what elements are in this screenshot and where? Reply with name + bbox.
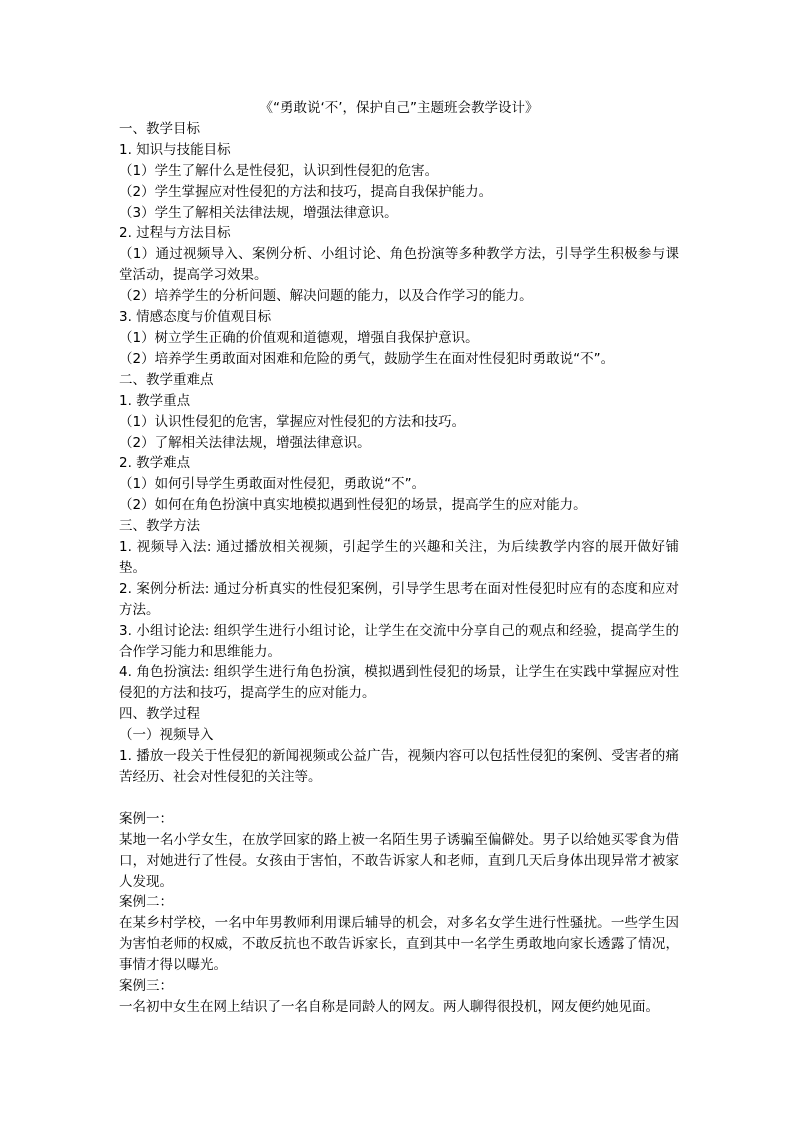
subsection-heading: 1. 教学重点 <box>119 392 191 409</box>
list-item: （1）认识性侵犯的危害，掌握应对性侵犯的方法和技巧。 <box>119 413 466 430</box>
blank-line <box>119 788 679 809</box>
section-heading: 二、教学重难点 <box>119 371 214 388</box>
case-label: 案例三： <box>119 978 173 995</box>
list-item: 1. 视频导入法: 通过播放相关视频，引起学生的兴趣和关注，为后续教学内容的展开做好铺垫。 <box>119 539 679 576</box>
list-item: （1）如何引导学生勇敢面对性侵犯，勇敢说“不”。 <box>119 476 426 493</box>
list-item: （2）了解相关法律法规，增强法律意识。 <box>119 434 371 451</box>
document-page <box>119 98 679 1018</box>
list-item: （3）学生了解相关法律法规，增强法律意识。 <box>119 204 398 221</box>
case-text: 一名初中女生在网上结识了一名自称是同龄人的网友。两人聊得很投机，网友便约她见面。 <box>119 998 659 1015</box>
list-item: （1）树立学生正确的价值观和道德观，增强自我保护意识。 <box>119 329 479 346</box>
list-item: （1）通过视频导入、案例分析、小组讨论、角色扮演等多种教学方法，引导学生积极参与课堂活动，提高学习效果。 <box>119 246 679 284</box>
list-item: （2）如何在角色扮演中真实地模拟遇到性侵犯的场景，提高学生的应对能力。 <box>119 497 587 514</box>
list-item: （2）培养学生勇敢面对困难和危险的勇气，鼓励学生在面对性侵犯时勇敢说“不”。 <box>119 350 615 367</box>
case-label: 案例二： <box>119 894 173 911</box>
subsection-heading: （一）视频导入 <box>119 727 214 744</box>
section-heading: 三、教学方法 <box>119 518 200 535</box>
case-text: 在某乡村学校，一名中年男教师利用课后辅导的机会，对多名女学生进行性骚扰。一些学生因为害怕老师的权威，不敢反抗也不敢告诉家长，直到其中一名学生勇敢地向家长透露了情况，事情才得以曝光。 <box>119 915 679 974</box>
list-item: 3. 小组讨论法: 组织学生进行小组讨论，让学生在交流中分享自己的观点和经验，提高学生的合作学习能力和思维能力。 <box>119 622 679 660</box>
case-label: 案例一： <box>119 810 173 827</box>
list-item: （2）培养学生的分析问题、解决问题的能力，以及合作学习的能力。 <box>119 288 533 305</box>
subsection-heading: 2. 教学难点 <box>119 455 191 472</box>
document-title: 《“勇敢说‘不’，保护自己”主题班会教学设计》 <box>259 100 539 116</box>
list-item: （2）学生掌握应对性侵犯的方法和技巧，提高自我保护能力。 <box>119 183 493 200</box>
paragraph: 1. 播放一段关于性侵犯的新闻视频或公益广告，视频内容可以包括性侵犯的案例、受害者的痛苦经历、社会对性侵犯的关注等。 <box>119 748 679 785</box>
list-item: 2. 案例分析法: 通过分析真实的性侵犯案例，引导学生思考在面对性侵犯时应有的态度和应对方法。 <box>119 580 679 618</box>
subsection-heading: 3. 情感态度与价值观目标 <box>119 309 272 326</box>
list-item: （1）学生了解什么是性侵犯，认识到性侵犯的危害。 <box>119 162 439 179</box>
section-heading: 一、教学目标 <box>119 120 200 137</box>
subsection-heading: 1. 知识与技能目标 <box>119 141 231 158</box>
section-heading: 四、教学过程 <box>119 706 200 723</box>
list-item: 4. 角色扮演法: 组织学生进行角色扮演，模拟遇到性侵犯的场景，让学生在实践中掌握应对性侵犯的方法和技巧，提高学生的应对能力。 <box>119 664 679 702</box>
subsection-heading: 2. 过程与方法目标 <box>119 225 231 242</box>
case-text: 某地一名小学女生，在放学回家的路上被一名陌生男子诱骗至偏僻处。男子以给她买零食为借口，对她进行了性侵。女孩由于害怕，不敢告诉家人和老师，直到几天后身体出现异常才被家人发现。 <box>119 831 679 890</box>
